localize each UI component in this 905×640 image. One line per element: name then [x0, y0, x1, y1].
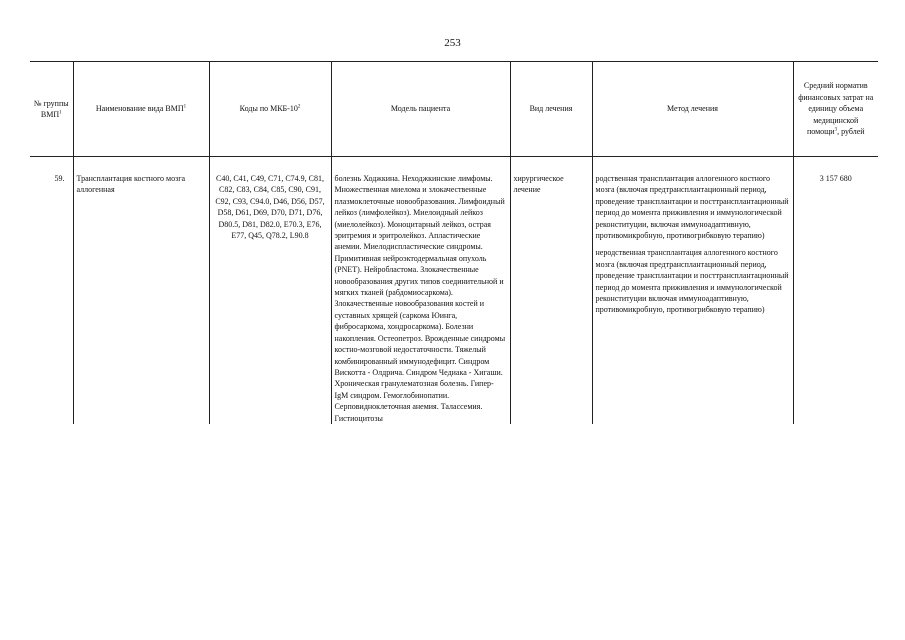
- header-treatment-method: Метод лечения: [592, 62, 793, 157]
- vmp-table: [30, 61, 878, 424]
- page-number: 253: [444, 37, 461, 49]
- method-unrelated-transplant: неродственная трансплантация аллогенного костного мозга (включая предтрансплантационный период, проведение трансплантации и посттрансплантационный период до момента приживления и иммунологической реконституции включая иммуноадаптивную, противомикробную, противогрибковую терапию): [595, 248, 789, 315]
- average-cost-cell: 3 157 680: [819, 174, 852, 183]
- patient-model-cell: болезнь Ходжкина. Неходжкинские лимфомы. Множественная миелома и злокачественные плазмоклеточные новообразования. Лимфоидный лейкоз (лимфолейкоз). Миелоидный лейкоз (миелолейкоз). Моноцитарный лейкоз, острая эритремия и эритролейкоз. Апластические анемии. Миелодиспластические синдромы. Примитивная нейроэктодермальная опухоль (PNET). Нейробластома. Злокачественные новообразования других типов соединительной и мягких тканей (рабдомиосаркома). Злокачественные новообразования костей и суставных хрящей (саркома Юинга, фибросаркома, хондросаркома). Болезни накопления. Остеопетроз. Врожденные синдромы костно-мозговой недостаточности. Тяжелый комбинированный иммунодефицит. Синдром Вискотта - Олдрича. Синдром Чедиака - Хигаши. Хроническая гранулематозная болезнь. Гипер-IgM синдром. Гемоглобинопатии. Серповидноклеточная анемия. Талассемия. Гистиоцитозы: [331, 157, 510, 424]
- treatment-type-cell: хирургическое лечение: [510, 157, 592, 424]
- method-related-transplant: родственная трансплантация аллогенного костного мозга (включая предтрансплантационный период, проведение трансплантации и посттрансплантационный период до момента приживления и иммунологической реконституции, включая иммуноадаптивную, противомикробную, противогрибковую терапию): [595, 174, 789, 241]
- header-treatment-type: Вид лечения: [510, 62, 592, 157]
- header-group-number: № группы ВМП$^1$: [30, 62, 73, 157]
- header-patient-model: Модель пациента: [331, 62, 510, 157]
- vmp-name-cell: Трансплантация костного мозга аллогенная: [73, 157, 209, 424]
- treatment-method-cell: [592, 157, 793, 424]
- icd-codes-cell: C40, C41, C49, C71, C74.9, C81, C82, C83, C84, C85, C90, C91, C92, C93, C94.0, D46, D56, D57, D58, D61, D69, D70, D71, D76, D80.5, D81, D82.0, E70.3, E76, E77, Q45, Q78.2, L90.8: [209, 157, 331, 424]
- header-vmp-name: Наименование вида ВМП$^1$: [73, 62, 209, 157]
- header-icd-codes: Коды по МКБ-$10^2$: [209, 62, 331, 157]
- group-number-cell: 59.: [30, 157, 73, 424]
- header-average-cost: Средний норматив финансовых затрат на единицу объема медицинской помощи$^3$, рублей: [793, 62, 878, 157]
- table-header-row: [30, 62, 878, 157]
- table-row: [30, 157, 878, 424]
